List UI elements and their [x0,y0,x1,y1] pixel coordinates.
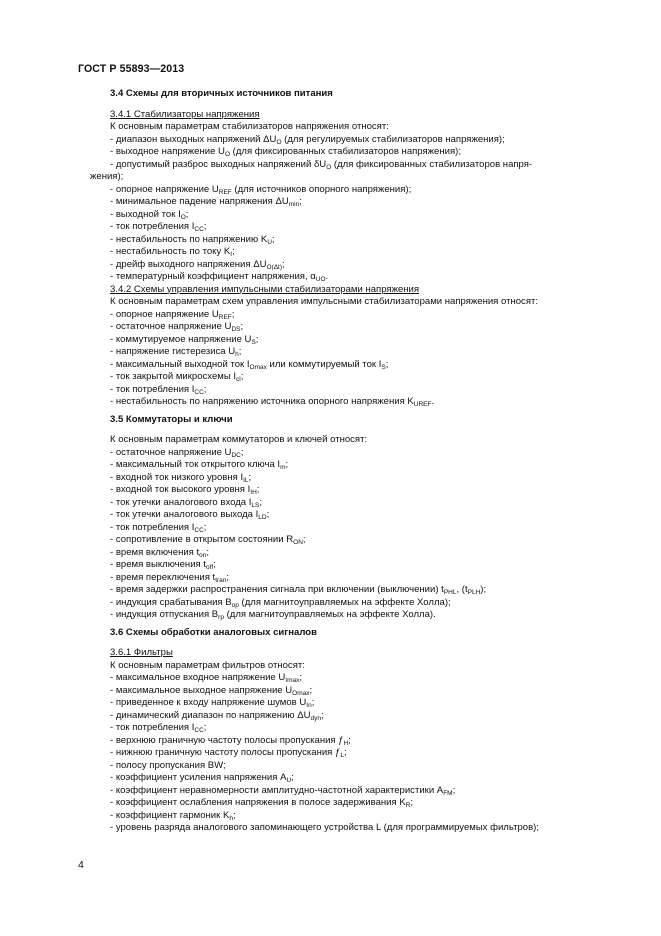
list-item: - выходное напряжение $U_O$ (для фиксированных стабилизаторов напряжения); [110,146,461,158]
intro-text: К основным параметрам фильтров относят: [110,659,305,671]
list-item: - ток закрытой микросхемы $I_{cl}$; [110,371,244,383]
list-item: - приведенное к входу напряжение шумов $U_{In}$; [110,697,315,709]
list-item: - нестабильность по току $K_I$; [110,246,235,258]
list-item-continuation: жения); [90,171,124,182]
list-item: - ток потребления $I_{CC}$; [110,221,207,233]
list-item: - ток потребления $I_{CC}$; [110,521,207,534]
section-heading-3-4: 3.4 Схемы для вторичных источников питания [110,88,333,99]
list-item: - уровень разряда аналогового запоминающего устройства L (для программируемых фильтров); [110,822,539,833]
list-item: - коэффициент гармоник $K_h$; [110,809,236,822]
list-item: - остаточное напряжение $U_{DS}$; [110,321,244,333]
list-item: - нестабильность по напряжению $K_U$; [110,233,275,246]
list-item: - выходной ток $I_O$; [110,208,189,221]
list-item: - опорное напряжение $U_{REF}$; [110,308,235,321]
list-item: - ток утечки аналогового выхода $I_{LD}$; [110,509,270,521]
list-item: - коэффициент ослабления напряжения в полосе задерживания $K_R$; [110,797,414,809]
list-item: - дрейф выходного напряжения $\Delta U_{O(\Delta t)}$; [110,258,285,271]
list-item: - максимальный выходной ток $I_{Omax}$ или коммутируемый ток $I_S$; [110,358,389,371]
list-item: - нижнюю граничную частоту полосы пропускания $ƒ_L$; [110,747,347,759]
list-item: - полосу пропускания BW; [110,759,226,771]
list-item: - коммутируемое напряжение $U_S$; [110,333,259,346]
list-item: - ток потребления $I_{CC}$; [110,383,207,396]
document-code: ГОСТ Р 55893—2013 [78,63,185,75]
intro-text: К основным параметрам коммутаторов и ключей относят: [110,434,368,445]
list-item: - индукция отпускания $B_{rp}$ (для магнитоуправляемых на эффекте Холла). [110,609,436,621]
list-item: - максимальное выходное напряжение $U_{Omax}$; [110,684,313,697]
list-item: - время выключения $t_{off}$; [110,559,216,571]
list-item: - опорное напряжение $U_{REF}$ (для источников опорного напряжения); [110,183,412,196]
list-item: - коэффициент усиления напряжения $A_U$; [110,772,294,784]
list-item: - сопротивление в открытом состоянии $R_{ON}$; [110,534,306,546]
list-item: - входной ток высокого уровня $I_{IH}$; [110,484,260,496]
list-item: - максимальный ток открытого ключа $I_m$; [110,459,289,471]
list-item: - динамический диапазон по напряжению $\Delta U_{dyn}$; [110,709,324,722]
subsection-heading-3-6-1: 3.6.1 Фильтры [110,647,173,658]
section-heading-3-5: 3.5 Коммутаторы и ключи [110,413,233,425]
list-item: - входной ток низкого уровня $I_{IL}$; [110,471,252,484]
list-item: - время задержки распространения сигнала при включении (выключении) $t_{PHL}$, $(t_{PLH})$; [110,584,487,596]
page-number: 4 [78,859,84,871]
list-item: - время включения $t_{on}$; [110,546,210,559]
list-item: - диапазон выходных напряжений $\Delta U_O$ (для регулируемых стабилизаторов напряжения); [110,133,505,146]
list-item: - нестабильность по напряжению источника опорного напряжения $K_{UREF}$. [110,396,435,408]
list-item: - время переключения $t_{tran}$; [110,571,230,584]
section-heading-3-6: 3.6 Схемы обработки аналоговых сигналов [110,626,317,638]
list-item: - температурный коэффициент напряжения, $\alpha_{UO}$. [110,271,329,283]
subsection-heading-3-4-1: 3.4.1 Стабилизаторы напряжения [110,108,260,120]
list-item: - остаточное напряжение $U_{DC}$; [110,446,244,459]
list-item: - верхнюю граничную частоту полосы пропускания $ƒ_H$; [110,734,351,747]
intro-text: К основным параметрам схем управления импульсными стабилизаторами напряжения относят: [110,296,539,307]
list-item: - ток утечки аналогового входа $I_{LS}$; [110,496,263,509]
list-item: - ток потребления $I_{CC}$; [110,722,207,734]
list-item: - напряжение гистерезиса $U_h$; [110,346,242,358]
list-item: - индукция срабатывания $B_{op}$ (для магнитоуправляемых на эффекте Холла); [110,596,451,609]
list-item: - минимальное падение напряжения $\Delta U_{min}$; [110,196,302,208]
list-item: - коэффициент неравномерности амплитудно-частотной характеристики $A_{FM}$; [110,784,456,797]
subsection-heading-3-4-2: 3.4.2 Схемы управления импульсными стабилизаторами напряжения [110,283,420,295]
intro-text: К основным параметрам стабилизаторов напряжения относят: [110,121,389,132]
list-item: - максимальное входное напряжение $U_{Imax}$; [110,672,303,684]
page-content [90,88,620,835]
list-item: - допустимый разброс выходных напряжений $\delta U_O$ (для фиксированных стабилизаторов напря- [110,158,533,171]
